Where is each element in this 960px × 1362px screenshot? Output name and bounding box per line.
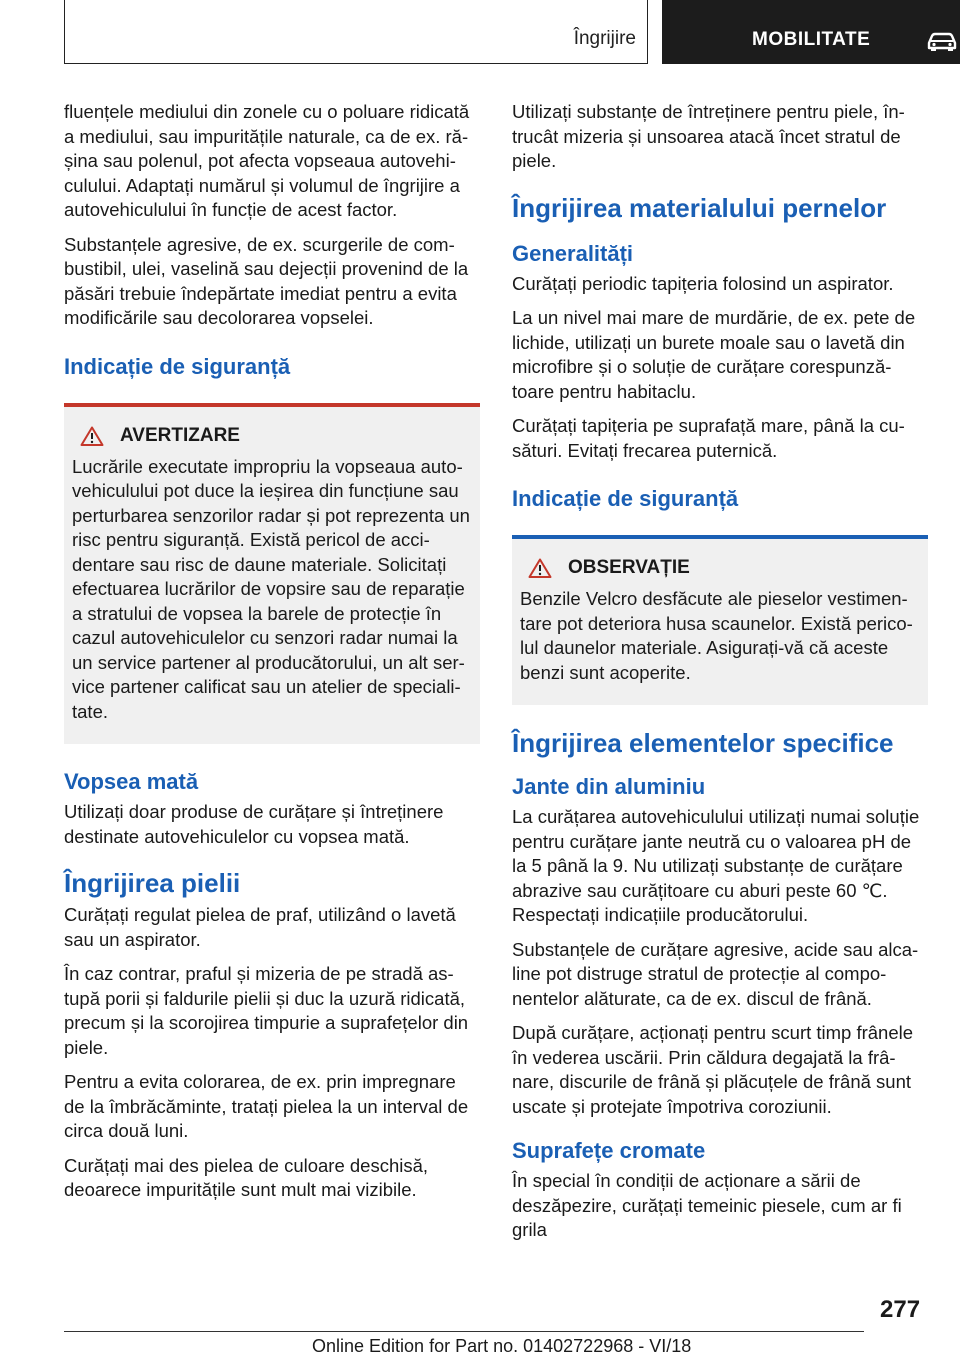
safety-heading: Indicație de siguranță <box>64 353 291 379</box>
paragraph: Curățați tapițeria pe suprafață mare, până la cu‐sături. Evitați frecarea puternică. <box>512 415 905 461</box>
chrome-surfaces-heading: Suprafețe cromate <box>512 1138 706 1163</box>
warning-text: Lucrările executate impropriu la vopseaua auto‐vehiculului pot duce la ieșirea din funcțiune sau perturbarea senzorilor radar și pot reprezenta un risc pentru siguranță. Există pericol de acci‐dentare sau risc de daune materiale. Solicitați efectuarea lucrărilor de vopsire sau de reparație a stratului de vopsea la barele de protecție în cazul autovehiculelor cu senzori radar numai la un service partener al producătorului, un alt ser‐vice partener calificat sau un atelier de speciali‐tate. <box>72 455 470 722</box>
safety-heading: Indicație de siguranță <box>512 486 739 511</box>
specific-elements-heading: Îngrijirea elementelor specifice <box>512 728 894 758</box>
chapter-tab[interactable] <box>662 0 960 64</box>
page-number: 277 <box>880 1296 921 1323</box>
paragraph: Substanțele agresive, de ex. scurgerile de com‐bustibil, ulei, vaselină sau dejecții provenind de la păsări trebuie îndepărtate imediat pentru a evita modificările sau decolorarea vopselei. <box>64 233 469 328</box>
paragraph: Curățați mai des pielea de culoare deschisă, deoarece impuritățile sunt mult mai vizibile. <box>64 1154 429 1200</box>
cushion-care-heading: Îngrijirea materialului pernelor <box>512 192 887 223</box>
paragraph: Substanțele de curățare agresive, acide sau alca‐line pot distruge stratul de protecție al compo‐nentelor alăturate, ca de ex. discul de frână. <box>512 938 919 1009</box>
notice-text: Benzile Velcro desfăcute ale pieselor vestimen‐tare pot deteriora husa scaunelor. Există perico‐lul daunelor materiale. Asigurați-vă că aceste benzi sunt acoperite. <box>520 588 913 683</box>
paragraph: La curățarea autovehiculului utilizați numai soluție pentru curățare jante neutră cu o valoarea pH de la 5 până la 9. Nu utilizați substanțe de curățare abrazive sau curățitoare cu aburi peste 60 ℃. Respectați indicațiile producătorului. <box>512 806 920 925</box>
matte-paint-heading: Vopsea mată <box>64 769 199 794</box>
edition-footer: Online Edition for Part no. 01402722968 - VI/18 <box>312 1336 692 1356</box>
section-title: Îngrijire <box>573 28 636 49</box>
paragraph: Pentru a evita colorarea, de ex. prin impregnare de la îmbrăcăminte, tratați pielea la un interval de circa două luni. <box>64 1071 469 1141</box>
car-icon <box>926 28 958 57</box>
notice-title: OBSERVAȚIE <box>568 557 690 578</box>
notice-box <box>512 535 928 705</box>
warning-title: AVERTIZARE <box>120 424 240 446</box>
warning-triangle-icon <box>80 426 104 446</box>
chapter-tab-label: MOBILITATE <box>752 29 871 50</box>
header-frame <box>64 0 648 64</box>
paragraph: Curățați regulat pielea de praf, utilizând o lavetă sau un aspirator. <box>64 904 456 950</box>
warning-triangle-icon <box>528 558 552 578</box>
paragraph: La un nivel mai mare de murdărie, de ex. pete de lichide, utilizați un burete moale sau o lavetă din microfibre și o soluție de curățare corespunză‐toare pentru habitaclu. <box>512 307 916 402</box>
paragraph: Curățați periodic tapițeria folosind un aspirator. <box>512 272 894 294</box>
leather-care-heading: Îngrijirea pielii <box>64 868 241 898</box>
paragraph: Utilizați doar produse de curățare și întreținere destinate autovehiculelor cu vopsea mată. <box>64 801 444 847</box>
paragraph: Utilizați substanțe de întreținere pentru piele, în‐trucât mizeria și unsoarea atacă încet stratul de piele. <box>512 101 905 171</box>
paragraph: fluențele mediului din zonele cu o poluare ridicată a mediului, sau impuritățile naturale, ca de ex. ră‐șina sau polenul, pot afecta vopseaua autovehi‐culului. Adaptați numărul și volumul de îngrijire a autovehiculului în funcție de acest factor. <box>64 101 470 220</box>
warning-box <box>64 403 480 745</box>
right-column <box>512 100 928 1253</box>
footer-divider <box>64 1331 864 1332</box>
general-heading: Generalități <box>512 240 634 266</box>
left-column <box>64 100 480 1213</box>
paragraph: După curățare, acționați pentru scurt timp frânele în vederea uscării. Prin căldura degajată la frâ‐nare, discurile de frână și plăcuțele de frână sunt uscate și protejate împotriva coroziunii. <box>512 1022 914 1117</box>
paragraph: În special în condiții de acționare a sării de deszăpezire, curățați temeinic piesele, cum ar fi grila <box>512 1170 902 1240</box>
paragraph: În caz contrar, praful și mizeria de pe stradă as‐tupă porii și faldurile pielii și duc la uzură ridicată, precum și la scorojirea timpurie a suprafețelor din piele. <box>64 963 469 1058</box>
aluminium-rims-heading: Jante din aluminiu <box>512 774 706 799</box>
